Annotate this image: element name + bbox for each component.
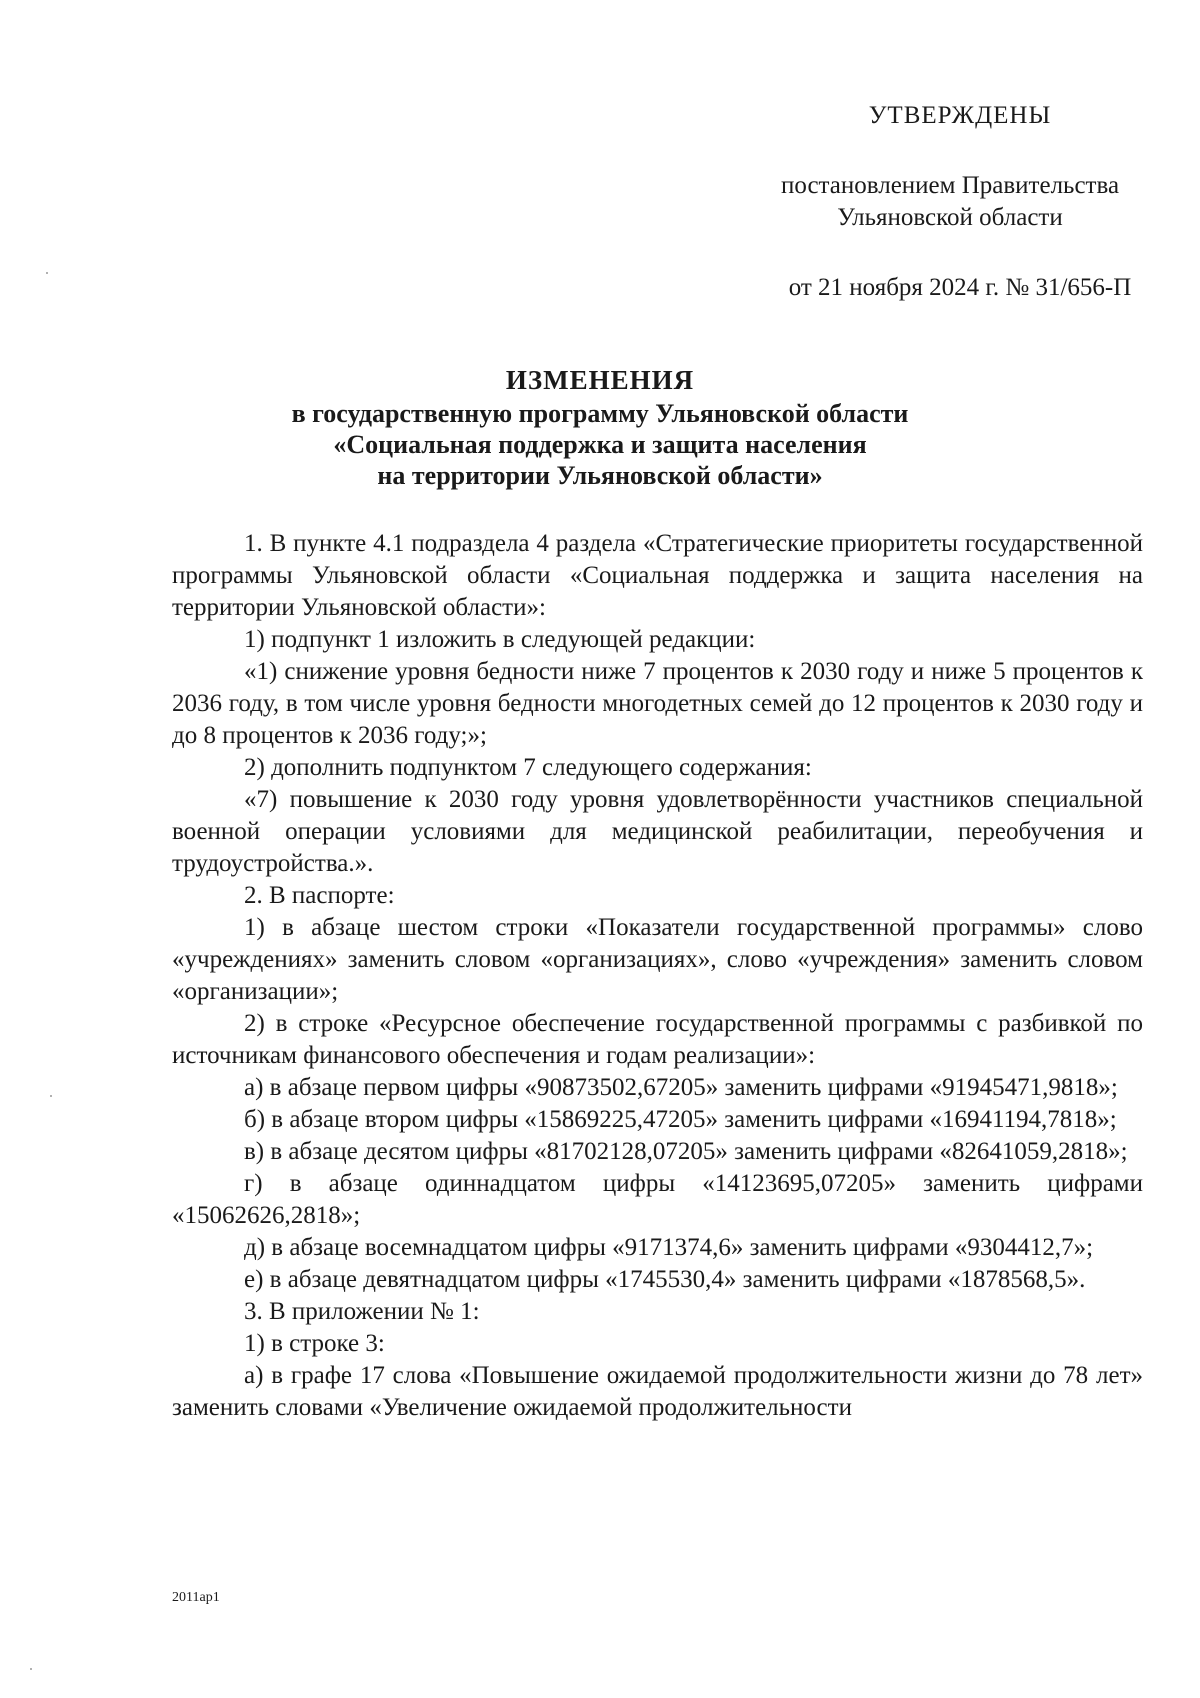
footer-code: 2011ap1: [172, 1590, 220, 1605]
heading-line3: на территории Ульяновской области»: [377, 461, 823, 490]
paragraph: д) в абзаце восемнадцатом цифры «9171374,6» заменить цифрами «9304412,7»;: [244, 1234, 1094, 1261]
paragraph: в) в абзаце десятом цифры «81702128,07205» заменить цифрами «82641059,2818»;: [244, 1138, 1128, 1165]
scan-speck: [50, 1095, 52, 1097]
approval-authority-line1: постановлением Правительства: [780, 172, 1120, 199]
paragraph: 1. В пункте 4.1 подраздела 4 раздела «Стратегические приоритеты государственной программы Ульяновской области «Социальная поддержка и защита населения на территории Ульяновской области»:: [172, 530, 1143, 621]
paragraph: а) в графе 17 слова «Повышение ожидаемой продолжительности жизни до 78 лет» заменить словами «Увеличение ожидаемой продолжительности: [172, 1362, 1143, 1421]
approval-stamp: [740, 100, 1160, 304]
approval-title: УТВЕРЖДЕНЫ: [868, 102, 1052, 129]
paragraph: 1) подпункт 1 изложить в следующей редакции:: [244, 626, 756, 653]
paragraph: «1) снижение уровня бедности ниже 7 процентов к 2030 году и ниже 5 процентов к 2036 году, в том числе уровня бедности многодетных семей до 12 процентов к 2030 году и до 8 процентов к 2036 году;»;: [172, 658, 1143, 749]
paragraph: 2) в строке «Ресурсное обеспечение государственной программы с разбивкой по источникам финансового обеспечения и годам реализации»:: [172, 1010, 1143, 1069]
heading-line1: в государственную программу Ульяновской области: [291, 399, 909, 428]
paragraph: е) в абзаце девятнадцатом цифры «1745530,4» заменить цифрами «1878568,5».: [244, 1266, 1086, 1293]
paragraph: 2. В паспорте:: [244, 882, 395, 909]
paragraph: а) в абзаце первом цифры «90873502,67205» заменить цифрами «91945471,9818»;: [244, 1074, 1118, 1101]
paragraph: 3. В приложении № 1:: [244, 1298, 480, 1325]
scan-speck: [46, 272, 48, 274]
paragraph: «7) повышение к 2030 году уровня удовлетворённости участников специальной военной операции условиями для медицинской реабилитации, переобучения и трудоустройства.».: [172, 786, 1143, 877]
approval-authority-line2: Ульяновской области: [837, 204, 1063, 231]
heading-line2: «Социальная поддержка и защита населения: [333, 430, 867, 459]
document-heading: [200, 365, 1000, 491]
paragraph: 1) в строке 3:: [244, 1330, 385, 1357]
paragraph: г) в абзаце одиннадцатом цифры «14123695,07205» заменить цифрами «15062626,2818»;: [172, 1170, 1143, 1229]
document-body: [172, 528, 1143, 1424]
approval-date: от 21 ноября 2024 г. № 31/656-П: [788, 274, 1132, 301]
paragraph: 1) в абзаце шестом строки «Показатели государственной программы» слово «учреждениях» заменить словом «организациях», слово «учреждения» заменить словом «организации»;: [172, 914, 1143, 1005]
paragraph: б) в абзаце втором цифры «15869225,47205» заменить цифрами «16941194,7818»;: [244, 1106, 1117, 1133]
heading-title: ИЗМЕНЕНИЯ: [505, 365, 695, 395]
scan-speck: [30, 1668, 32, 1670]
paragraph: 2) дополнить подпунктом 7 следующего содержания:: [244, 754, 812, 781]
